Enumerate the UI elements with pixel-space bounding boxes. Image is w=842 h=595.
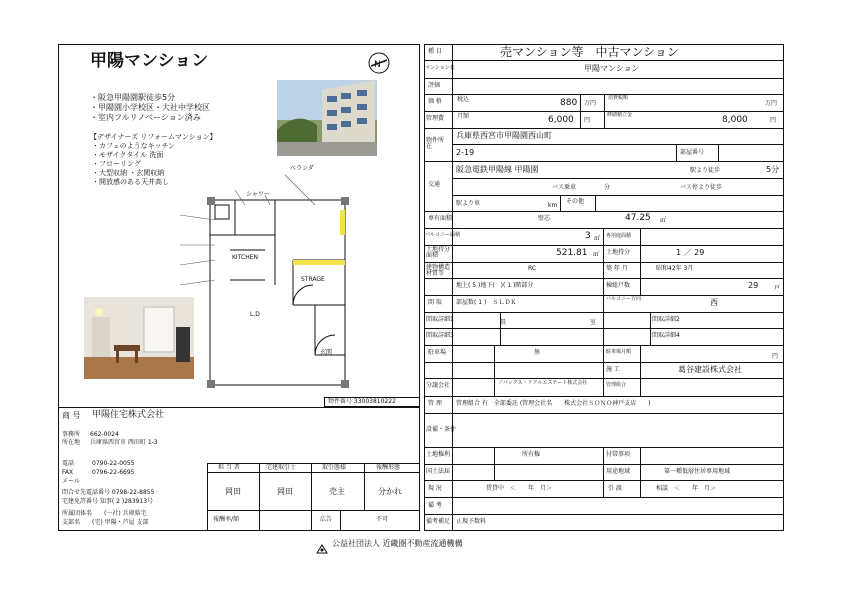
- mail-label: メール: [62, 478, 80, 485]
- remarks2-label: 備考補足: [426, 518, 451, 525]
- detail4-label: 間取詳細4: [652, 332, 680, 339]
- station-car: 駅より車: [456, 200, 481, 207]
- mgmt-value: 6,000: [548, 115, 574, 125]
- units-value: 29: [748, 281, 759, 290]
- price-label: 価 格: [428, 98, 442, 105]
- balcony-dir: 西: [710, 298, 718, 307]
- builder-label: 施 工: [606, 366, 620, 373]
- detail2-label: 間取詳細2: [652, 316, 680, 323]
- seller-value: ノバックス・リアルエステート株式会社: [498, 380, 588, 386]
- built-value: 昭和42年 3月: [656, 265, 694, 272]
- staff-value: 売主: [329, 487, 345, 496]
- designer-item: ・開放感のある天井高し: [92, 178, 169, 186]
- floor-plan: [175, 165, 365, 395]
- bullet-2: ・甲陽園小学校区・大社中学校区: [90, 103, 210, 112]
- location-line1: 兵庫県西宮市甲陽園西山町: [456, 131, 552, 140]
- reward-label: 報酬率/額: [213, 516, 240, 523]
- location-label: 物件所在: [426, 137, 445, 150]
- built-label: 築 年 月: [606, 265, 628, 272]
- eval-label: 評価: [428, 82, 441, 89]
- terms-label: 設備・条件: [426, 426, 457, 433]
- property-number: 物件番号 33003810222: [328, 398, 396, 405]
- land-rights-value: 所有権: [522, 451, 541, 458]
- zoning-value: 第一種低層住居専用地域: [664, 468, 731, 475]
- land-share-value: 1 ／ 29: [676, 248, 705, 257]
- staff-header: 報酬形態: [376, 464, 401, 471]
- land-unit: ㎡: [593, 251, 600, 258]
- property-title: 甲陽マンション: [90, 51, 209, 71]
- inquiry-tel: 問合せ先電話番号 0798-22-8855: [62, 489, 155, 496]
- structure-value: RC: [528, 265, 537, 272]
- parking-label: 駐車場: [428, 349, 447, 356]
- zoning-label: 用途地域: [606, 468, 631, 475]
- ad-label: 広告: [320, 516, 333, 523]
- walk-label: 駅より徒歩: [690, 167, 721, 174]
- mgmt-unit: 円: [584, 117, 591, 124]
- delivery-value: 相談 ＜ 年 月＞: [656, 485, 717, 492]
- staff-value: 岡田: [277, 487, 293, 496]
- branch-label: 支部名: [62, 519, 81, 526]
- private-garden-label: 専用庭面積: [606, 233, 632, 239]
- name-value: 甲陽マンション: [584, 64, 640, 73]
- tax-label: 消費税額: [608, 95, 629, 101]
- area-unit: ㎡: [660, 217, 667, 224]
- traffic-label: 交通: [428, 181, 441, 188]
- tel-label: 電話: [62, 460, 75, 467]
- mgmt-sub: 月額: [457, 113, 470, 120]
- company-name: 甲陽住宅株式会社: [92, 410, 165, 420]
- assoc-label: 所属団体名: [62, 510, 93, 517]
- parking-fee: 駐車場月額: [606, 349, 632, 355]
- mgmt-label: 管理費: [426, 115, 445, 122]
- fax-label: FAX: [62, 469, 74, 476]
- land-label: 土地持分面積: [426, 246, 451, 259]
- units-unit: 戸: [774, 285, 781, 292]
- postal-code: 662-0024: [90, 431, 119, 438]
- fax-value: 0796-22-6695: [92, 469, 135, 476]
- staff-value: 岡田: [225, 487, 241, 496]
- km-unit: km: [548, 202, 558, 209]
- staff-value: 分かれ: [378, 487, 402, 496]
- land-value: 521.81: [556, 248, 588, 258]
- license-number: 宅建免許番号 知事( 2 )283913号: [62, 498, 154, 505]
- units-label: 棟総戸数: [606, 282, 631, 289]
- other-label: その他: [566, 198, 585, 205]
- floor-label-kitchen: KITCHEN: [232, 254, 258, 261]
- floor-label-storage: STRAGE: [301, 276, 325, 283]
- bus-unit: 分: [604, 184, 611, 191]
- room-label: 部屋番号: [680, 149, 705, 156]
- mgmt-line: 管理組合 有 全部委託 (管理会社名 株式会社ＳＯＮＯ神戸支店 ): [456, 400, 651, 407]
- footer-organization: 公益社団法人 近畿圏不動産流通機構: [332, 539, 463, 548]
- organization-logo-icon: [316, 539, 328, 549]
- floors-line: 地上( 5 )地下( )( 1 )階部分: [456, 282, 534, 289]
- name-label: マンション名: [425, 65, 455, 71]
- land-share-label: 土地持分: [606, 249, 631, 256]
- staff-header: 担 当 者: [218, 464, 240, 471]
- designer-item: ・フローリング: [92, 160, 141, 168]
- bus-label: バス乗車: [552, 184, 577, 191]
- interior-photo: [84, 297, 194, 379]
- tax-unit: 万円: [765, 100, 778, 107]
- balcony-dir-label: バルコニー方向: [606, 296, 642, 302]
- repair-unit: 円: [770, 117, 777, 124]
- kitchen-word: 室: [590, 319, 597, 326]
- status-label: 現 況: [428, 485, 442, 492]
- office-label: 事務所: [62, 431, 81, 438]
- branch-value: (宅) 甲陽・芦屋 支部: [92, 519, 149, 526]
- company-address: 兵庫県西宮市 西田町 1-3: [90, 439, 158, 446]
- repair-label: 修繕積立金: [607, 112, 633, 118]
- status-value: 賃貸中 ＜ 年 月＞: [486, 485, 553, 492]
- layout-value: 部屋数( 1 ) ＳＬＤＫ: [456, 299, 517, 306]
- delivery-label: 引 渡: [608, 485, 622, 492]
- designer-item: ・カフェのようなキッチン: [92, 142, 176, 150]
- parking-yen: 円: [772, 353, 779, 360]
- bullet-3: ・室内フルリノベーション済み: [90, 113, 201, 122]
- ad-value: 不可: [376, 516, 389, 523]
- type-label: 種 目: [428, 48, 442, 55]
- area-value: 47.25: [625, 213, 651, 223]
- balcony-label: バルコニー面積: [425, 232, 461, 238]
- floor-label-genkan: 玄関: [320, 349, 333, 356]
- north-compass-icon: [368, 52, 390, 74]
- attached-label: 付帯事項: [606, 451, 631, 458]
- bullet-1: ・阪急甲陽園駅徒歩5分: [90, 93, 176, 102]
- remarks2-value: 止現予数料: [456, 518, 487, 525]
- traffic-line: 阪急電鉄甲陽線 甲陽園: [456, 165, 539, 174]
- layout-label: 間 取: [428, 299, 442, 306]
- designer-item: ・モザイクタイル 洗面: [92, 151, 164, 159]
- remarks-label: 備 考: [428, 502, 442, 509]
- location-line2: 2-19: [456, 148, 475, 157]
- bus-walk: バス停より徒歩: [680, 184, 723, 191]
- floor-label-shower: シャワー: [246, 191, 270, 198]
- seller-label: 分譲会社: [426, 382, 451, 389]
- room-word: 畳: [500, 319, 507, 326]
- mgmt-section-label: 管 理: [428, 400, 442, 407]
- detail3-label: 間取詳細3: [426, 332, 454, 339]
- staff-header: 取引態様: [322, 464, 347, 471]
- designer-item: ・大型収納 ・玄関収納: [92, 169, 165, 177]
- type-value: 売マンション等 中古マンション: [500, 45, 679, 59]
- assoc-value: (一社) 兵庫県宅: [104, 510, 147, 517]
- land-rights-label: 土地権利: [426, 451, 451, 458]
- designer-header: 【デザイナーズ リフォームマンション】: [90, 133, 217, 141]
- price-sub: 税込: [457, 96, 470, 103]
- price-value: 880: [560, 98, 578, 108]
- area-label: 専有面積: [428, 215, 453, 222]
- mgmt-assoc-label: 管理組合: [606, 382, 627, 388]
- floor-label-ld: L.D: [250, 311, 260, 318]
- area-sub: 壁芯: [538, 215, 551, 222]
- repair-value: 8,000: [722, 115, 748, 125]
- tel-value: 0790-22-0055: [92, 460, 135, 467]
- floor-label-balcony: ベランダ: [290, 165, 314, 172]
- svg-text:N: N: [374, 60, 381, 70]
- staff-header: 宅建取引士: [266, 464, 297, 471]
- structure-label: 建物構造材質等: [426, 264, 451, 277]
- planning-label: 国土法届: [426, 468, 451, 475]
- balcony-unit: ㎡: [594, 235, 601, 242]
- address-label: 所在地: [62, 439, 81, 446]
- parking-value: 無: [534, 349, 541, 356]
- building-photo: [277, 80, 377, 156]
- balcony-value: 3: [585, 231, 591, 241]
- company-label: 商 号: [62, 411, 81, 420]
- builder-value: 葛谷建設株式会社: [678, 365, 742, 374]
- price-unit: 万円: [584, 100, 597, 107]
- detail1-label: 間取詳細1: [426, 316, 454, 323]
- walk-value: 5分: [766, 165, 780, 174]
